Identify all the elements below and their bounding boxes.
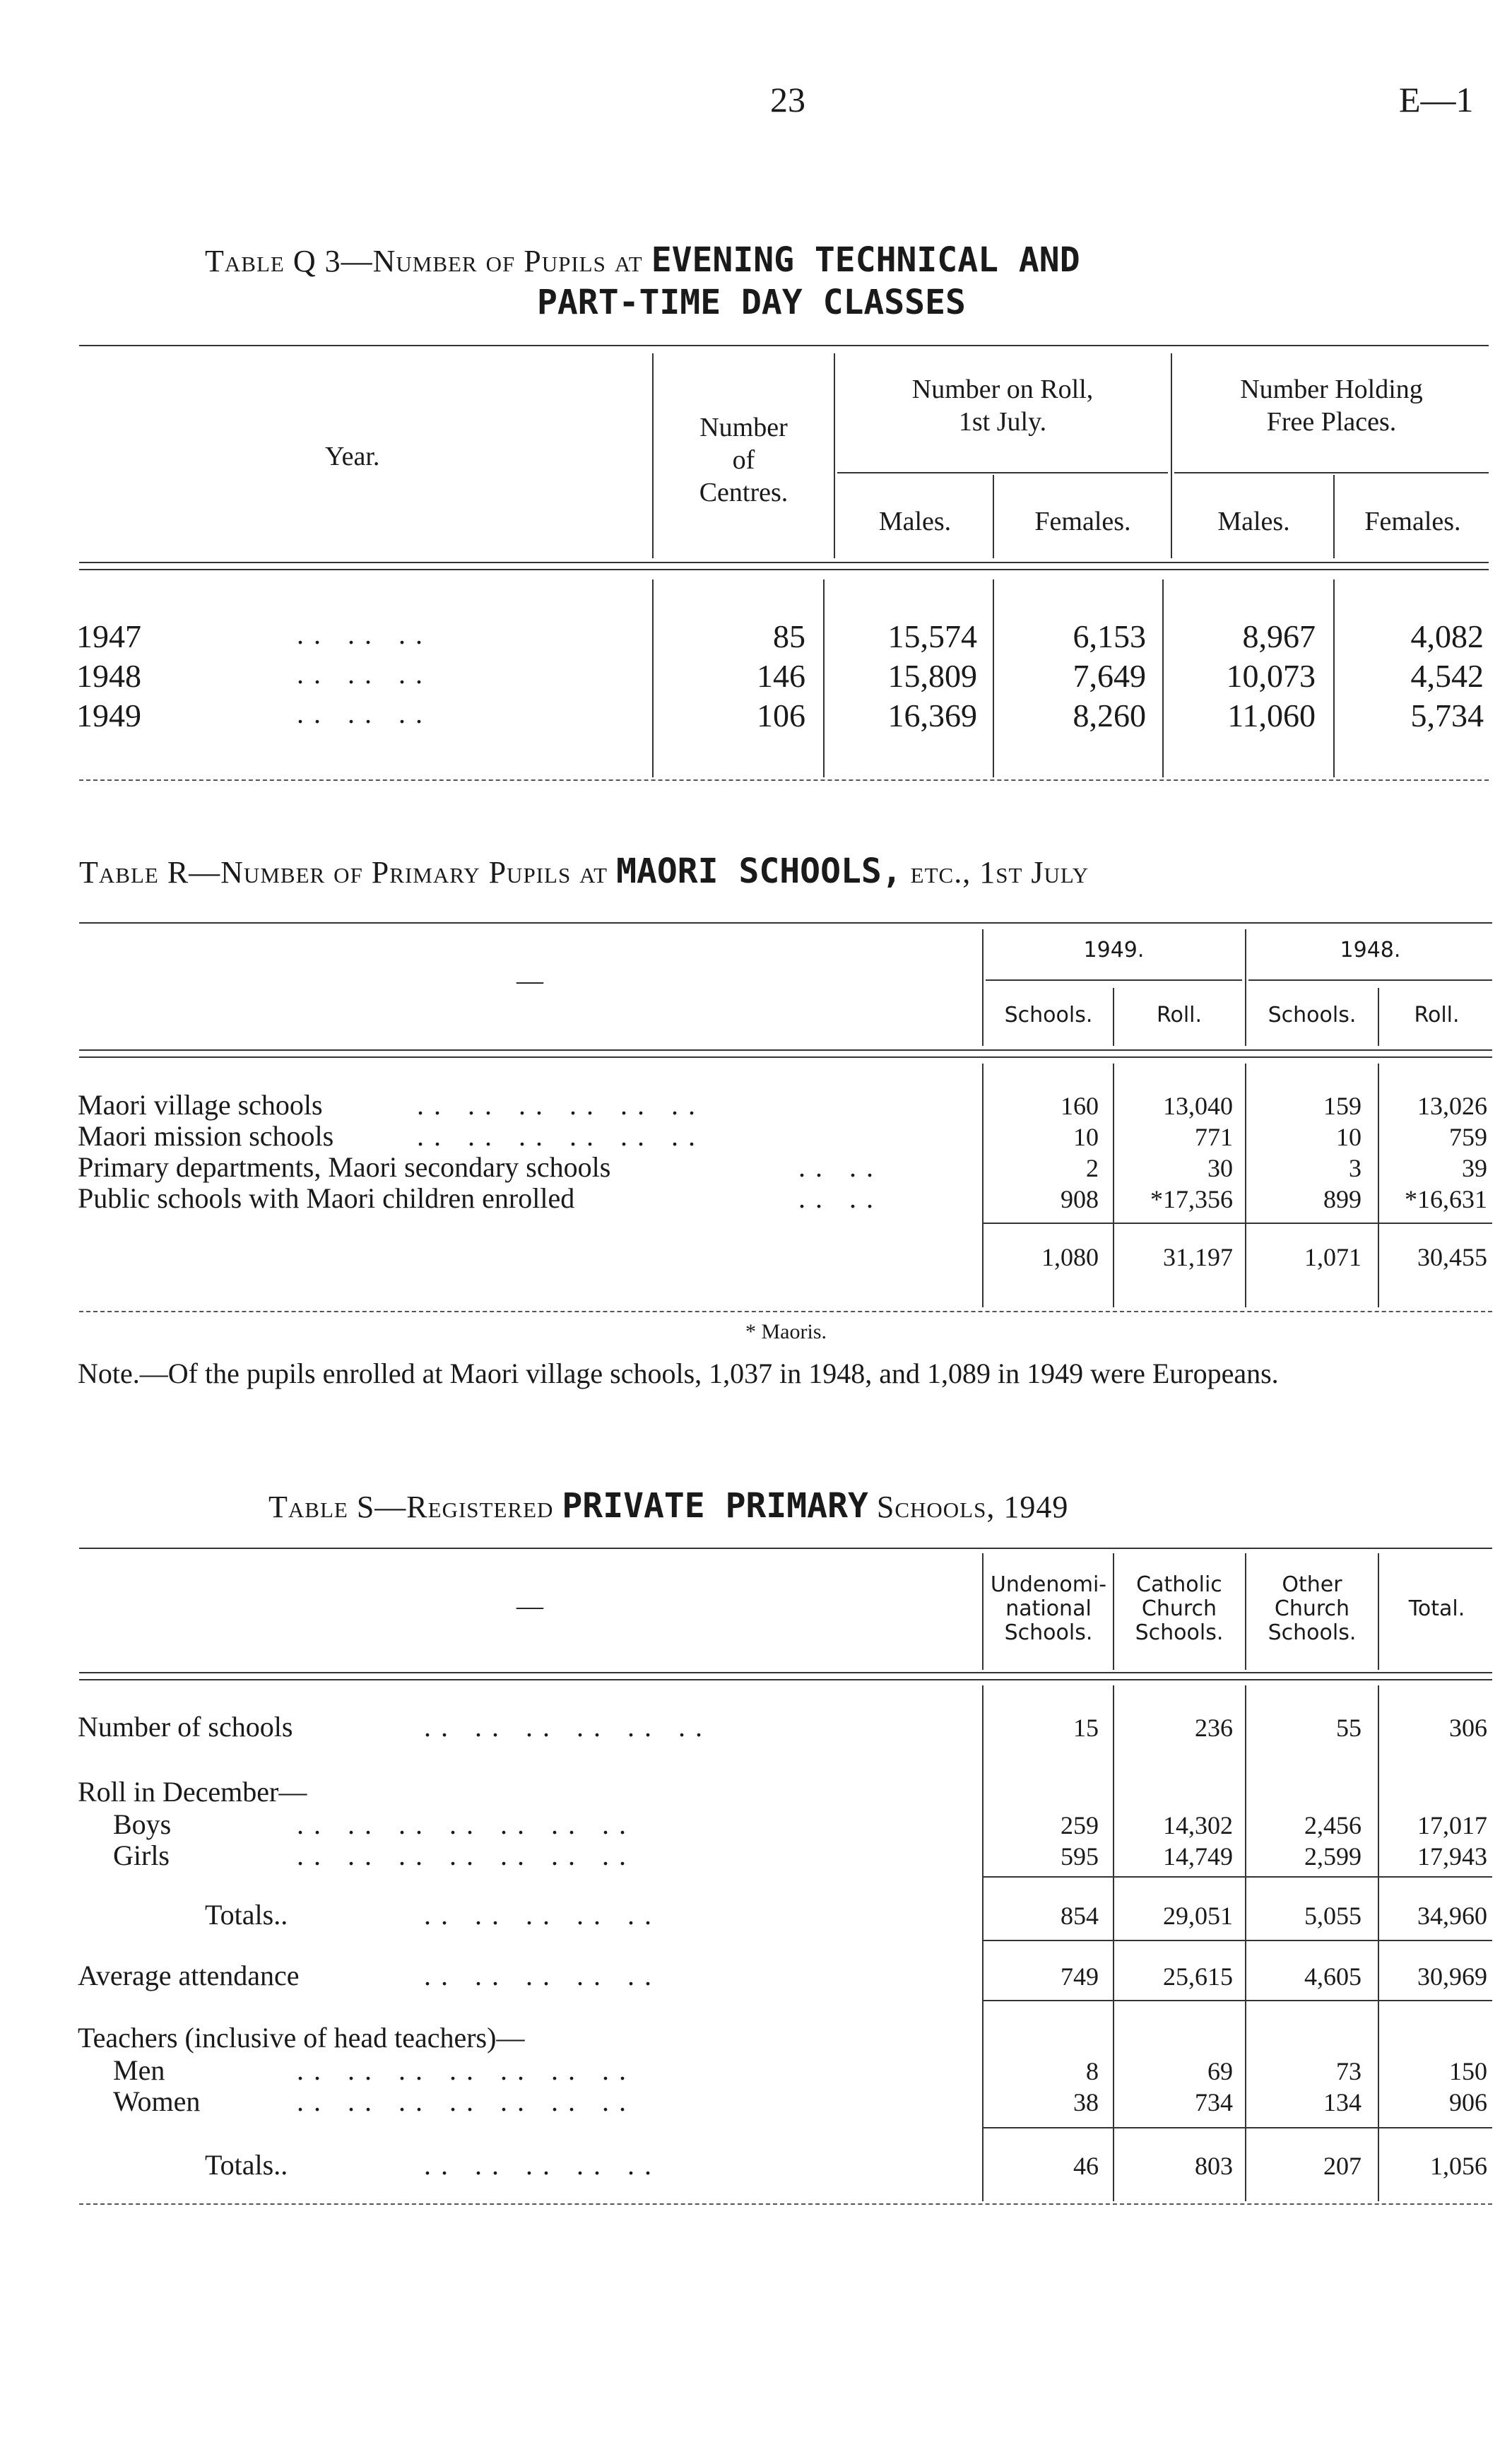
section-heading: Roll in December—	[78, 1776, 307, 1808]
roll-1948: *16,631	[1405, 1185, 1487, 1213]
section-heading: Teachers (inclusive of head teachers)—	[78, 2022, 525, 2054]
header-1948: 1948.	[1340, 938, 1401, 962]
roll-1949: 30	[1207, 1154, 1233, 1182]
header-males: Males.	[878, 507, 952, 536]
col-rule	[1378, 1064, 1379, 1307]
roll-1948: 39	[1462, 1154, 1487, 1182]
page-code: E—1	[1399, 80, 1474, 119]
header-undenominational: Undenomi- national Schools.	[990, 1572, 1107, 1645]
col-rule	[823, 579, 825, 777]
rule	[79, 562, 1489, 563]
roll-1948: 13,026	[1417, 1092, 1487, 1120]
leader-dots: .. .. .. .. .. ..	[424, 1711, 712, 1743]
rule	[982, 1223, 1492, 1224]
row-label: Men	[113, 2054, 165, 2086]
header-females: Females.	[1034, 507, 1131, 536]
free-females: 5,734	[1410, 697, 1484, 734]
header-year: Year.	[325, 442, 380, 471]
roll-1949: 13,040	[1163, 1092, 1233, 1120]
col-rule	[1162, 579, 1164, 777]
free-males: 11,060	[1227, 697, 1316, 734]
leader-dots: .. .. .. .. .. .. ..	[297, 2054, 636, 2086]
header-dash: —	[516, 966, 543, 996]
rule	[79, 345, 1489, 346]
row-label: Girls	[113, 1839, 170, 1871]
undenominational: 46	[1073, 2152, 1099, 2180]
roll-females: 7,649	[1073, 658, 1146, 694]
schools-1948: 3	[1349, 1154, 1362, 1182]
col-rule	[1378, 988, 1379, 1046]
leader-dots: .. .. ..	[297, 658, 432, 690]
total-roll-1948: 30,455	[1417, 1243, 1487, 1271]
col-rule	[1113, 1553, 1114, 1670]
undenominational: 8	[1086, 2057, 1099, 2085]
leader-dots: .. .. .. .. ..	[424, 2149, 661, 2181]
rule	[79, 1311, 1492, 1312]
schools-1949: 160	[1061, 1092, 1099, 1120]
roll-females: 8,260	[1073, 697, 1146, 734]
header-catholic: Catholic Church Schools.	[1135, 1572, 1224, 1645]
rule	[79, 1049, 1492, 1051]
col-rule	[1245, 1553, 1246, 1670]
total: 17,017	[1417, 1811, 1487, 1839]
catholic: 236	[1195, 1714, 1233, 1742]
year: 1948	[76, 658, 141, 694]
leader-dots: .. ..	[798, 1151, 883, 1183]
other-church: 2,599	[1304, 1842, 1362, 1871]
rule	[1248, 979, 1492, 981]
free-females: 4,082	[1410, 618, 1484, 654]
schools-1949: 908	[1061, 1185, 1099, 1213]
other-church: 134	[1323, 2088, 1362, 2116]
roll-females: 6,153	[1073, 618, 1146, 654]
leader-dots: .. .. .. .. .. ..	[417, 1120, 705, 1152]
col-rule	[1378, 1685, 1379, 2201]
centres: 146	[757, 658, 805, 694]
header-total: Total.	[1408, 1596, 1465, 1621]
total: 150	[1449, 2057, 1487, 2085]
header-other-church: Other Church Schools.	[1268, 1572, 1357, 1645]
total: 306	[1449, 1714, 1487, 1742]
total-roll-1949: 31,197	[1163, 1243, 1233, 1271]
leader-dots: .. .. .. .. .. ..	[417, 1089, 705, 1121]
col-rule	[982, 1553, 984, 1670]
header-schools: Schools.	[1268, 1003, 1357, 1027]
rule	[79, 1548, 1492, 1549]
leader-dots: .. .. .. .. .. .. ..	[297, 1839, 636, 1871]
col-rule	[1171, 353, 1172, 558]
roll-males: 16,369	[887, 697, 977, 734]
rule	[79, 1679, 1492, 1680]
row-label: Women	[113, 2085, 201, 2117]
row-label: Maori mission schools	[78, 1120, 334, 1152]
row-label: Average attendance	[78, 1960, 300, 1991]
rule	[1174, 472, 1489, 473]
row-label: Boys	[113, 1808, 172, 1840]
rule	[79, 779, 1489, 781]
header-free-places: Number Holding Free Places.	[1240, 375, 1423, 437]
col-rule	[993, 579, 994, 777]
col-rule	[982, 1685, 984, 2201]
other-church: 55	[1336, 1714, 1362, 1742]
total: 906	[1449, 2088, 1487, 2116]
undenominational: 38	[1073, 2088, 1099, 2116]
catholic: 25,615	[1163, 1962, 1233, 1991]
col-rule	[652, 353, 654, 558]
roll-1949: *17,356	[1150, 1185, 1233, 1213]
leader-dots: .. ..	[798, 1182, 883, 1214]
undenominational: 259	[1061, 1811, 1099, 1839]
rule	[837, 472, 1168, 473]
other-church: 2,456	[1304, 1811, 1362, 1839]
col-rule	[1245, 1685, 1246, 2201]
header-1949: 1949.	[1083, 938, 1145, 962]
catholic: 734	[1195, 2088, 1233, 2116]
table-s-caption: Table S—Registered PRIVATE PRIMARY Schools, 1949	[268, 1486, 1069, 1526]
free-females: 4,542	[1410, 658, 1484, 694]
other-church: 4,605	[1304, 1962, 1362, 1991]
col-rule	[982, 929, 984, 1046]
schools-1949: 10	[1073, 1123, 1099, 1151]
total-schools-1949: 1,080	[1041, 1243, 1099, 1271]
col-rule	[1333, 579, 1335, 777]
header-roll: Roll.	[1414, 1003, 1460, 1027]
schools-1949: 2	[1086, 1154, 1099, 1182]
row-label: Primary departments, Maori secondary schools	[78, 1151, 611, 1183]
rule	[982, 1940, 1492, 1941]
other-church: 73	[1336, 2057, 1362, 2085]
schools-1948: 159	[1323, 1092, 1362, 1120]
roll-1948: 759	[1449, 1123, 1487, 1151]
leader-dots: .. .. .. .. ..	[424, 1960, 661, 1991]
centres: 85	[773, 618, 805, 654]
total: 1,056	[1430, 2152, 1487, 2180]
other-church: 5,055	[1304, 1902, 1362, 1930]
col-rule	[652, 579, 654, 777]
footnote: * Maoris.	[745, 1320, 827, 1343]
page-number: 23	[770, 80, 805, 119]
leader-dots: .. .. ..	[297, 618, 432, 650]
note: Note.—Of the pupils enrolled at Maori village schools, 1,037 in 1948, and 1,089 in 1949 were Europeans.	[78, 1357, 1279, 1389]
schools-1948: 10	[1336, 1123, 1362, 1151]
undenominational: 15	[1073, 1714, 1099, 1742]
rule	[982, 2127, 1492, 2128]
total: 30,969	[1417, 1962, 1487, 1991]
catholic: 69	[1207, 2057, 1233, 2085]
rule	[79, 1672, 1492, 1673]
row-label: Totals..	[205, 2149, 288, 2181]
col-rule	[1113, 988, 1114, 1046]
row-label: Totals..	[205, 1899, 288, 1931]
header-roll: Number on Roll, 1st July.	[911, 375, 1094, 437]
leader-dots: .. .. ..	[297, 697, 432, 729]
rule	[79, 1056, 1492, 1058]
col-rule	[1245, 1064, 1246, 1307]
year: 1947	[76, 618, 141, 654]
rule	[79, 569, 1489, 570]
total: 34,960	[1417, 1902, 1487, 1930]
col-rule	[1333, 475, 1335, 558]
rule	[79, 2203, 1492, 2205]
header-dash: —	[516, 1591, 543, 1621]
row-label: Number of schools	[78, 1711, 293, 1743]
leader-dots: .. .. .. .. .. .. ..	[297, 1808, 636, 1840]
roll-males: 15,809	[887, 658, 977, 694]
undenominational: 854	[1061, 1902, 1099, 1930]
header-roll: Roll.	[1156, 1003, 1203, 1027]
other-church: 207	[1323, 2152, 1362, 2180]
undenominational: 595	[1061, 1842, 1099, 1871]
col-rule	[1245, 929, 1246, 1046]
col-rule	[1113, 1685, 1114, 2201]
catholic: 14,749	[1163, 1842, 1233, 1871]
rule	[982, 2000, 1492, 2001]
table-r-caption: Table R—Number of Primary Pupils at MAORI SCHOOLS, etc., 1st July	[79, 852, 1089, 891]
free-males: 10,073	[1226, 658, 1316, 694]
total: 17,943	[1417, 1842, 1487, 1871]
year: 1949	[76, 697, 141, 734]
roll-1949: 771	[1195, 1123, 1233, 1151]
col-rule	[982, 1064, 984, 1307]
leader-dots: .. .. .. .. ..	[424, 1899, 661, 1931]
undenominational: 749	[1061, 1962, 1099, 1991]
col-rule	[993, 475, 994, 558]
centres: 106	[757, 697, 805, 734]
rule	[982, 1876, 1492, 1878]
table-q3-caption: Table Q 3—Number of Pupils at EVENING TECHNICAL AND	[205, 240, 1080, 280]
catholic: 29,051	[1163, 1902, 1233, 1930]
col-rule	[834, 353, 835, 558]
table-q3-caption-line2: PART-TIME DAY CLASSES	[537, 283, 966, 322]
header-schools: Schools.	[1004, 1003, 1093, 1027]
schools-1948: 899	[1323, 1185, 1362, 1213]
rule	[986, 979, 1242, 981]
roll-males: 15,574	[887, 618, 977, 654]
header-centres: Number of Centres.	[699, 413, 789, 507]
rule	[79, 922, 1492, 924]
free-males: 8,967	[1242, 618, 1316, 654]
header-females: Females.	[1364, 507, 1461, 536]
catholic: 14,302	[1163, 1811, 1233, 1839]
header-males: Males.	[1217, 507, 1290, 536]
col-rule	[1113, 1064, 1114, 1307]
row-label: Maori village schools	[78, 1089, 323, 1121]
col-rule	[1378, 1553, 1379, 1670]
catholic: 803	[1195, 2152, 1233, 2180]
leader-dots: .. .. .. .. .. .. ..	[297, 2085, 636, 2117]
total-schools-1948: 1,071	[1304, 1243, 1362, 1271]
row-label: Public schools with Maori children enrolled	[78, 1182, 575, 1214]
